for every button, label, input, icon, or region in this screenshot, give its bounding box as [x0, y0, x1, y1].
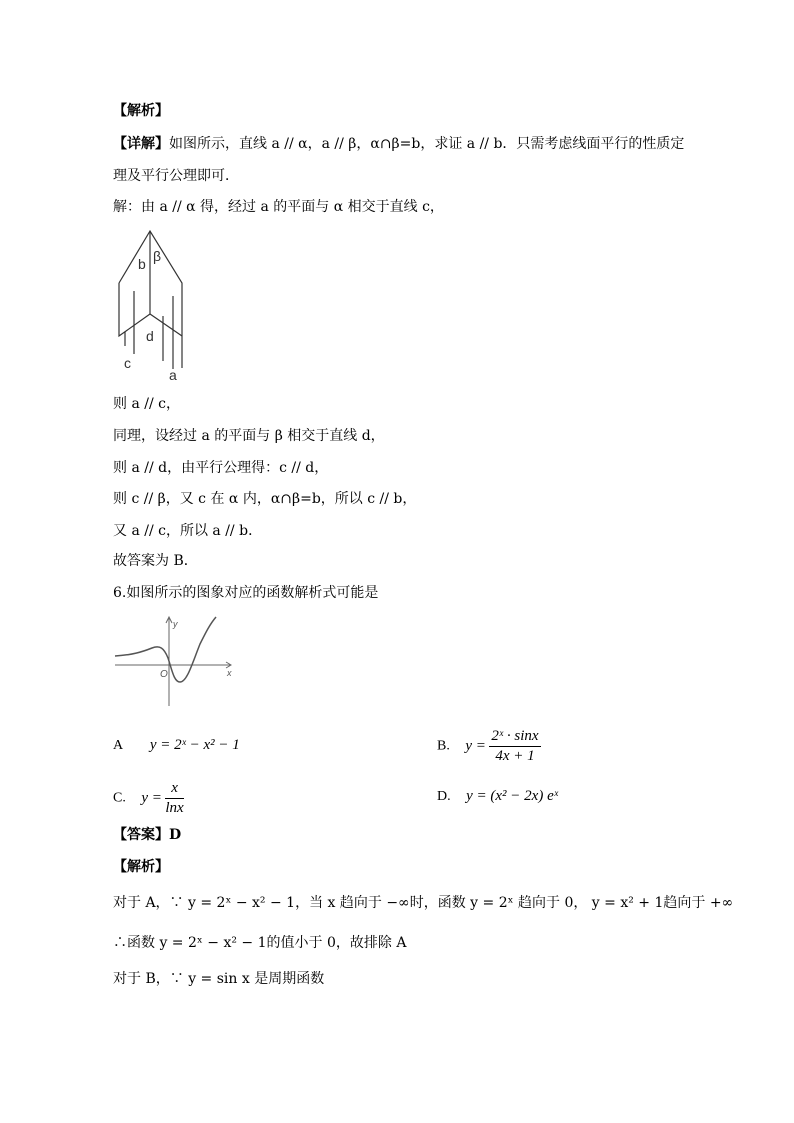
option-d: [437, 788, 558, 805]
analysis-line-1: 对于 A，∵ y = 2ˣ − x² − 1，当 x 趋向于 −∞时，函数 y = 2ˣ 趋向于 0， y = x² + 1趋向于 +∞: [113, 895, 734, 911]
origin-label: O: [160, 669, 168, 680]
option-a-label: A: [113, 738, 123, 753]
label-b: b: [138, 256, 146, 272]
option-d-label: D.: [437, 789, 451, 804]
option-b-denominator: 4x + 1: [495, 748, 535, 764]
option-a: [113, 737, 240, 754]
question-6-title: 6.如图所示的图象对应的函数解析式可能是: [113, 585, 379, 601]
option-b-lhs: y =: [465, 738, 486, 754]
option-c-fraction: [165, 780, 183, 817]
detail-text: 如图所示，直线 a // α，a // β，α∩β=b，求证 a // b．只需考虑线面平行的性质定: [169, 136, 685, 152]
detail-continuation: 理及平行公理即可．: [113, 168, 239, 184]
answer: 【答案】D: [113, 827, 182, 843]
text-line-1: 则 a // c，: [113, 396, 180, 412]
text-line-5: 又 a // c，所以 a // b．: [113, 523, 263, 539]
label-d: d: [146, 328, 154, 344]
option-c-label: C.: [113, 790, 126, 806]
planes-figure: [112, 226, 197, 384]
option-c: [113, 780, 184, 817]
detail-paragraph: [113, 134, 684, 154]
label-beta: β: [153, 248, 162, 264]
text-line-2: 同理，设经过 a 的平面与 β 相交于直线 d，: [113, 428, 385, 444]
x-label: x: [227, 668, 232, 678]
text-line-4: 则 c // β，又 c 在 α 内，α∩β=b，所以 c // b，: [113, 491, 417, 507]
analysis-header-2: 【解析】: [113, 859, 169, 875]
option-b-label: B.: [437, 738, 450, 754]
analysis-header: 【解析】: [113, 103, 169, 119]
analysis-line-2: ∴函数 y = 2ˣ − x² − 1的值小于 0，故排除 A: [113, 935, 407, 951]
option-c-denominator: lnx: [165, 800, 184, 816]
solve-line: 解：由 a // α 得，经过 a 的平面与 α 相交于直线 c，: [113, 199, 444, 215]
label-a: a: [169, 367, 177, 383]
label-c: c: [124, 355, 131, 371]
analysis-line-3: 对于 B，∵ y = sin x 是周期函数: [113, 971, 325, 987]
option-b-fraction: [489, 728, 540, 765]
detail-tag: 【详解】: [113, 136, 169, 152]
text-line-3: 则 a // d，由平行公理得：c // d，: [113, 460, 329, 476]
option-b: [437, 728, 541, 765]
function-graph: [112, 614, 237, 709]
y-label: y: [173, 619, 178, 629]
option-c-lhs: y =: [141, 790, 162, 806]
option-d-expr: y = (x² − 2x) eˣ: [466, 788, 558, 804]
text-line-6: 故答案为 B．: [113, 553, 198, 569]
option-c-numerator: x: [165, 780, 183, 799]
option-a-expr: y = 2ˣ − x² − 1: [149, 737, 240, 753]
option-b-numerator: 2ˣ · sinx: [489, 728, 540, 747]
